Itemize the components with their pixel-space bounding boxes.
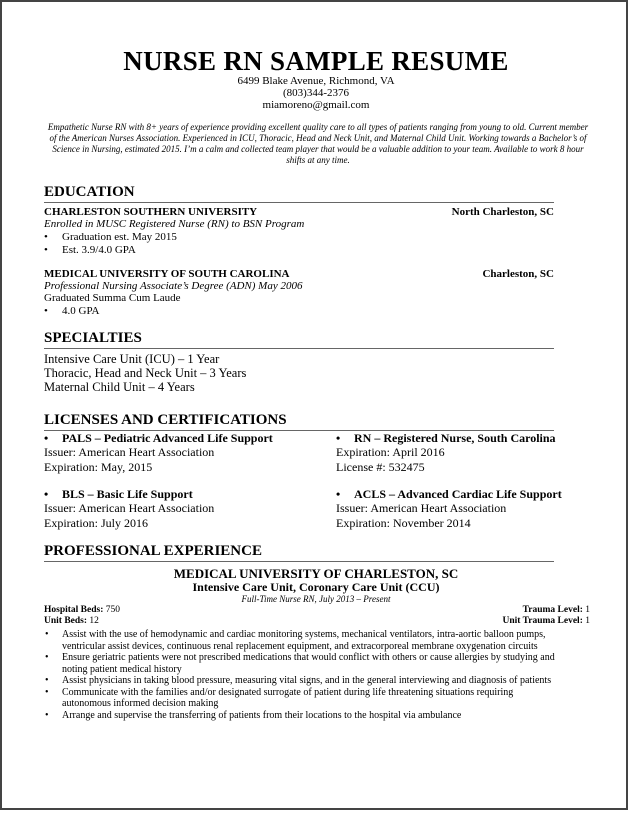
experience-unit: Intensive Care Unit, Coronary Care Unit (CCU) — [192, 580, 440, 594]
duties-list — [44, 629, 564, 721]
cert-detail: Expiration: July 2016 — [44, 516, 148, 530]
cert-detail: Issuer: American Heart Association — [44, 501, 215, 515]
experience-heading: PROFESSIONAL EXPERIENCE — [44, 543, 554, 562]
trauma-level: Trauma Level: 1 — [522, 605, 590, 615]
experience-institution: MEDICAL UNIVERSITY OF CHARLESTON, SC — [173, 566, 459, 581]
contact-phone: (803)344-2376 — [283, 87, 349, 99]
school-location: Charleston, SC — [482, 268, 554, 280]
education-heading: EDUCATION — [44, 184, 554, 203]
list-item: • Assist physicians in taking blood pressure, measuring vital signs, and in the general interviewing and diagnosis of patients — [44, 675, 564, 687]
list-item: • Est. 3.9/4.0 GPA — [44, 244, 136, 256]
list-item: • 4.0 GPA — [44, 305, 100, 317]
cert-detail: License #: 532475 — [336, 460, 425, 474]
school-program: Enrolled in MUSC Registered Nurse (RN) to BSN Program — [44, 218, 305, 230]
specialty-item: Maternal Child Unit – 4 Years — [44, 380, 195, 394]
school-name: MEDICAL UNIVERSITY OF SOUTH CAROLINA — [44, 268, 290, 280]
hospital-beds: Hospital Beds: 750 — [44, 605, 121, 615]
resume-title: NURSE RN SAMPLE RESUME — [123, 46, 509, 76]
contact-email: miamoreno@gmail.com — [262, 99, 370, 111]
cert-detail: Expiration: May, 2015 — [44, 460, 153, 474]
list-item: • Graduation est. May 2015 — [44, 231, 177, 243]
experience-role: Full-Time Nurse RN, July 2013 – Present — [241, 594, 391, 604]
school-note: Graduated Summa Cum Laude — [44, 292, 181, 304]
school-program: Professional Nursing Associate’s Degree (ADN) May 2006 — [44, 280, 303, 292]
unit-beds: Unit Beds: 12 — [44, 616, 99, 626]
cert-title: • ACLS – Advanced Cardiac Life Support — [336, 487, 562, 501]
cert-title: • PALS – Pediatric Advanced Life Support — [44, 431, 273, 445]
list-item: • Communicate with the families and/or designated surrogate of patient during life threatening situations requiring autonomous informed decision making — [44, 687, 564, 710]
list-item: • Ensure geriatric patients were not prescribed medications that would conflict with others or cause allergies by studying and noting patient medical history — [44, 652, 564, 675]
list-item: • Arrange and supervise the transferring of patients from their locations to the hospital via ambulance — [44, 710, 564, 722]
specialties-heading: SPECIALTIES — [44, 330, 554, 349]
summary-paragraph: Empathetic Nurse RN with 8+ years of experience providing excellent quality care to all types of patients ranging from young to old. Current member of the American Nurses Association. Experienced in ICU, Thoracic, Head and Neck Unit, and Maternal Child Unit. Working towards a Bachelor’s of Science in Nursing, estimated 2015. I’m a calm and collected team player that would be a valuable addition to your team. Available to work 8 hour shifts at any time. — [47, 122, 589, 165]
contact-address: 6499 Blake Avenue, Richmond, VA — [237, 75, 395, 87]
unit-trauma-level: Unit Trauma Level: 1 — [502, 616, 590, 626]
school-name: CHARLESTON SOUTHERN UNIVERSITY — [44, 206, 258, 218]
cert-detail: Expiration: November 2014 — [336, 516, 471, 530]
list-item: • Assist with the use of hemodynamic and cardiac monitoring systems, mechanical ventilators, intra-aortic balloon pumps, ventricular assist devices, continuous renal replacement equipment, and extracorporeal membrane oxygenation circuits — [44, 629, 564, 652]
cert-title: • RN – Registered Nurse, South Carolina — [336, 431, 556, 445]
school-location: North Charleston, SC — [451, 206, 554, 218]
specialty-item: Thoracic, Head and Neck Unit – 3 Years — [44, 366, 247, 380]
specialty-item: Intensive Care Unit (ICU) – 1 Year — [44, 352, 220, 366]
cert-detail: Issuer: American Heart Association — [336, 501, 507, 515]
cert-title: • BLS – Basic Life Support — [44, 487, 193, 501]
licenses-heading: LICENSES AND CERTIFICATIONS — [44, 412, 554, 431]
cert-detail: Issuer: American Heart Association — [44, 445, 215, 459]
cert-detail: Expiration: April 2016 — [336, 445, 445, 459]
